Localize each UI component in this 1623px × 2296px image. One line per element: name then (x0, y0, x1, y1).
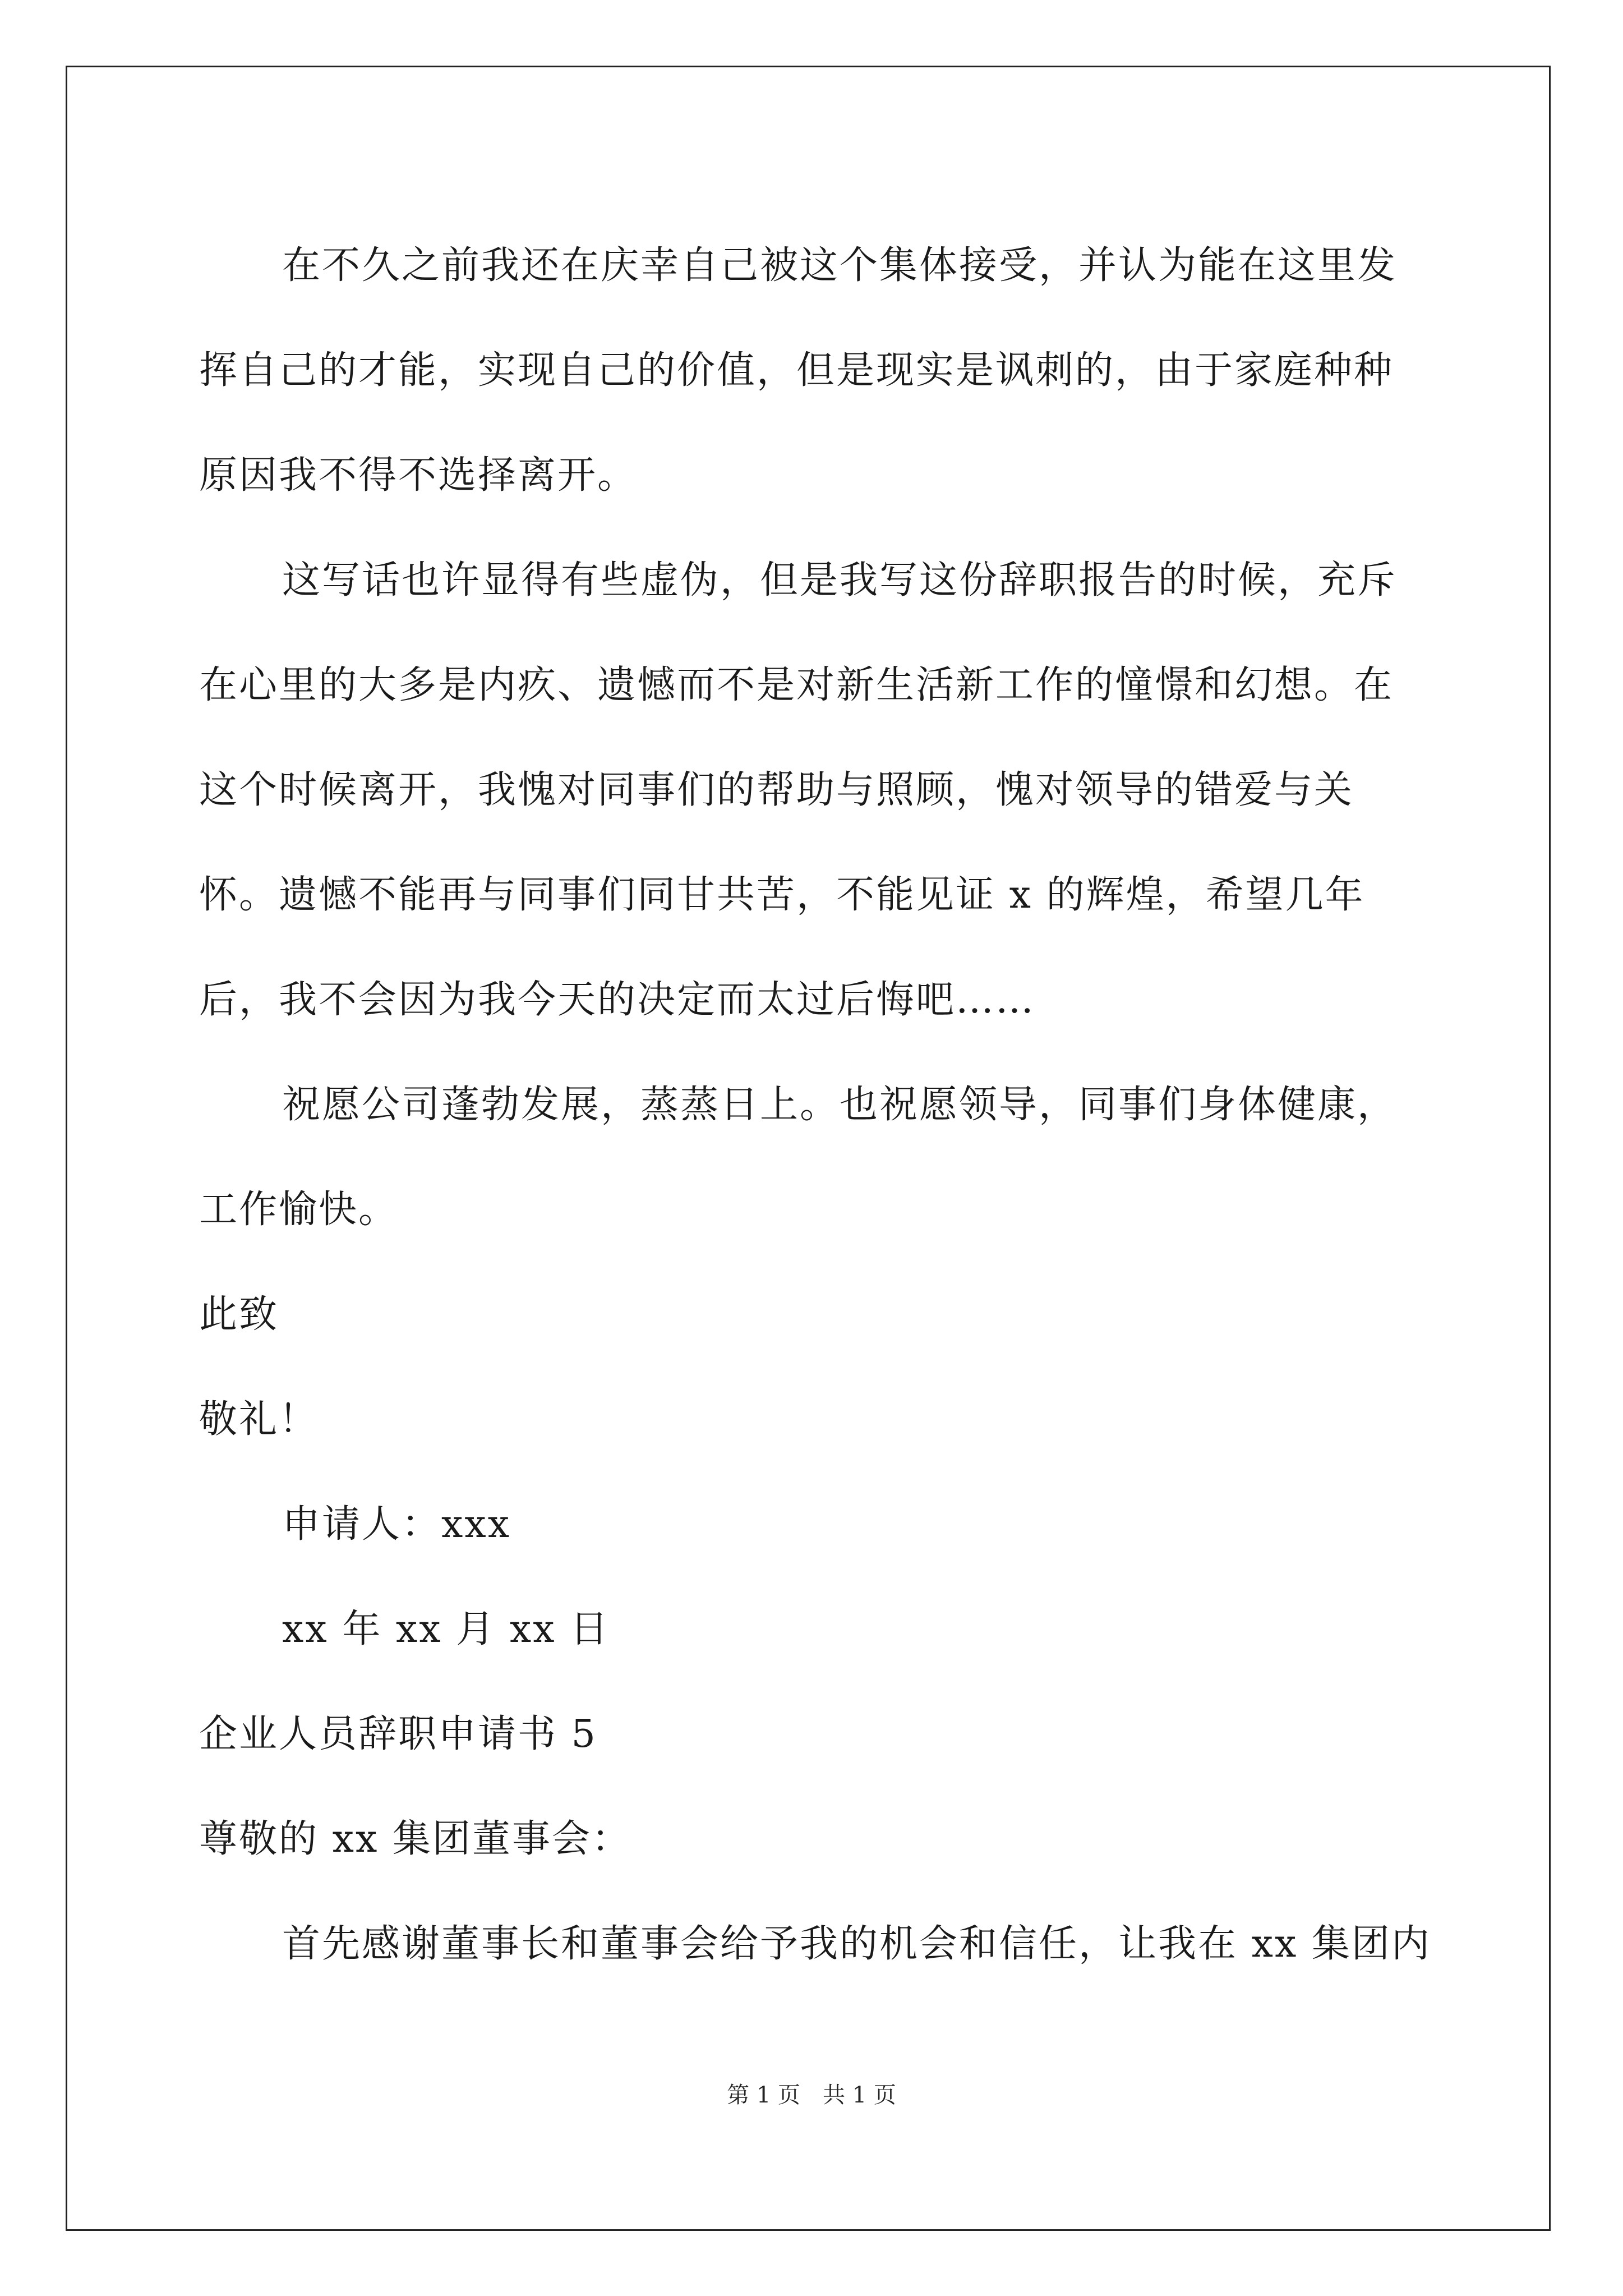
paragraph-reason: 在不久之前我还在庆幸自己被这个集体接受，并认为能在这里发挥自己的才能，实现自己的价值，但是现实是讽刺的，由于家庭种种原因我不得不选择离开。 (199, 243, 1398, 498)
letter-greeting: 尊敬的 xx 集团董事会： (199, 1817, 631, 1861)
paragraph-wishes: 祝愿公司蓬勃发展，蒸蒸日上。也祝愿领导，同事们身体健康，工作愉快。 (199, 1083, 1398, 1232)
paragraph-thanks: 首先感谢董事长和董事会给予我的机会和信任，让我在 xx 集团内 (282, 1922, 1431, 1966)
date-line: xx 年 xx 月 xx 日 (282, 1607, 610, 1651)
document-body (199, 213, 1433, 1996)
paragraph-regret: 这写话也许显得有些虚伪，但是我写这份辞职报告的时候，充斥在心里的大多是内疚、遗憾而不是对新生活新工作的憧憬和幻想。在这个时候离开，我愧对同事们的帮助与照顾，愧对领导的错爱与关怀。遗憾不能再与同事们同甘共苦，不能见证 x 的辉煌，希望几年后，我不会因为我今天的决定而太过后悔吧…… (199, 558, 1398, 1022)
page-number-footer: 第 1 页 共 1 页 (727, 2082, 896, 2108)
applicant-line: 申请人：xxx (282, 1502, 511, 1547)
section-heading: 企业人员辞职申请书 5 (199, 1712, 597, 1756)
closing-salutation: 此致 (199, 1292, 279, 1337)
closing-respect: 敬礼！ (199, 1397, 319, 1442)
